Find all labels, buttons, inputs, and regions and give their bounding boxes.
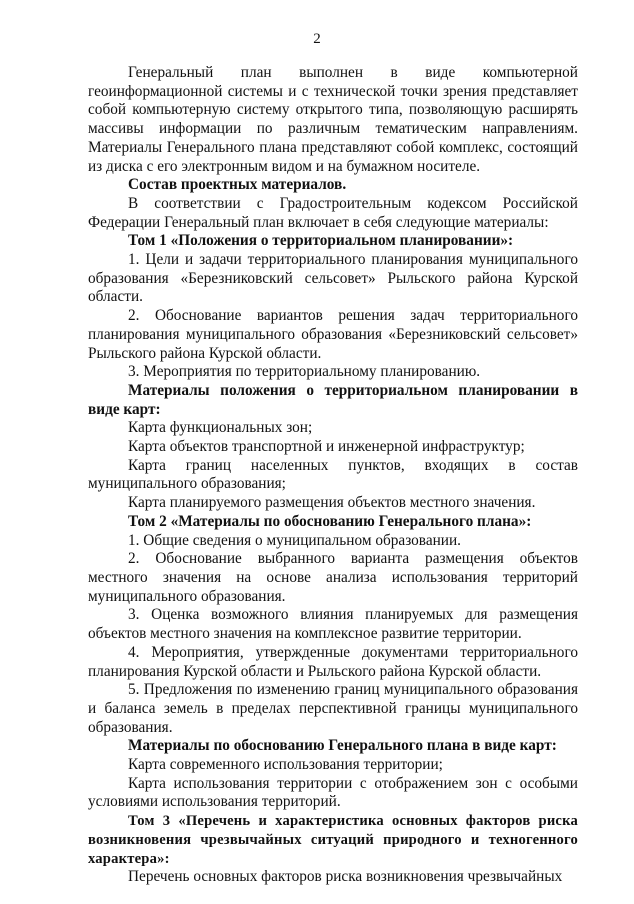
list-item: 3. Мероприятия по территориальному планированию. <box>128 363 481 381</box>
paragraph-risk-factors: Перечень основных факторов риска возникновения чрезвычайных <box>128 868 563 886</box>
map-item: Карта планируемого размещения объектов местного значения. <box>128 494 536 512</box>
heading-project-materials: Состав проектных материалов. <box>128 176 347 194</box>
list-item: 5. Предложения по изменению границ муниципального образования и баланса земель в пределах перспективной границы муниципального образования. <box>88 681 578 736</box>
paragraph-intro: Генеральный план выполнен в виде компьютерной геоинформационной системы и с технической точки зрения представляет собой компьютерную систему открытого типа, позволяющую расширять массивы информации по различным тематическим направлениям. Материалы Генерального плана представляют собой комплекс, состоящий из диска с его электронным видом и на бумажном носителе. <box>88 64 578 175</box>
map-item: Карта использования территории с отображением зон с особыми условиями использования территорий. <box>88 774 578 811</box>
map-item: Карта современного использования территории; <box>128 756 443 774</box>
list-item: 1. Общие сведения о муниципальном образовании. <box>128 531 461 549</box>
heading-volume-1: Том 1 «Положения о территориальном планировании»: <box>128 232 514 250</box>
heading-volume-1-maps: Материалы положения о территориальном планировании в виде карт: <box>88 381 578 418</box>
list-item: 3. Оценка возможного влияния планируемых для размещения объектов местного значения на комплексное развитие территории. <box>88 606 578 643</box>
heading-volume-3: Том 3 «Перечень и характеристика основных факторов риска возникновения чрезвычайных ситуаций природного и техногенного характера»: <box>88 813 578 867</box>
document-body <box>88 64 578 887</box>
map-item: Карта функциональных зон; <box>128 419 313 437</box>
heading-volume-2-maps: Материалы по обоснованию Генерального плана в виде карт: <box>128 737 557 755</box>
map-item: Карта объектов транспортной и инженерной инфраструктур; <box>128 438 525 456</box>
heading-volume-2: Том 2 «Материалы по обоснованию Генерального плана»: <box>128 512 532 530</box>
page-number: 2 <box>313 31 321 47</box>
map-item: Карта границ населенных пунктов, входящих в состав муниципального образования; <box>88 456 578 493</box>
list-item: 2. Обоснование выбранного варианта размещения объектов местного значения на основе анализа использования территорий муниципального образования. <box>88 550 578 605</box>
list-item: 2. Обоснование вариантов решения задач территориального планирования муниципального образования «Березниковский сельсовет» Рыльского района Курской области. <box>88 307 578 362</box>
paragraph-code-reference: В соответствии с Градостроительным кодексом Российской Федерации Генеральный план включает в себя следующие материалы: <box>88 194 578 231</box>
list-item: 4. Мероприятия, утвержденные документами территориального планирования Курской области и Рыльского района Курской области. <box>88 643 578 680</box>
list-item: 1. Цели и задачи территориального планирования муниципального образования «Березниковский сельсовет» Рыльского района Курской области. <box>88 251 578 306</box>
